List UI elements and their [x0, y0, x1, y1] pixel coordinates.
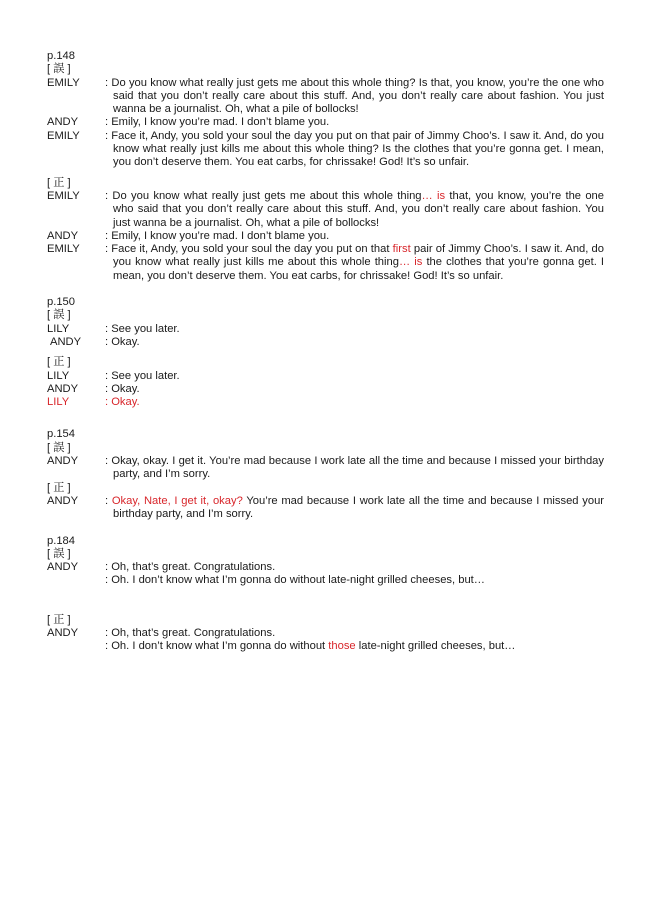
- dialogue-text: [105, 640, 604, 653]
- page-reference: p.154: [47, 428, 75, 441]
- dialogue-text: [105, 130, 604, 170]
- dialogue-fragment: : Face it, Andy, you sold your soul the day you put on that: [105, 243, 393, 256]
- dialogue-line: [47, 336, 604, 349]
- dialogue-fragment: : Do you know what really just gets me about this whole thing: [105, 189, 422, 202]
- speaker-name: EMILY: [47, 129, 80, 142]
- correct-label: [ 正 ]: [47, 356, 71, 369]
- speaker-name: ANDY: [47, 626, 79, 639]
- speaker-name: EMILY: [47, 76, 80, 89]
- wrong-label: [ 誤 ]: [47, 441, 71, 454]
- correct-dialogue: [47, 370, 604, 410]
- page-reference: p.148: [47, 50, 75, 62]
- wrong-dialogue: [47, 77, 604, 170]
- correct-label: [ 正 ]: [47, 613, 71, 626]
- dialogue-fragment: : Okay.: [105, 335, 140, 348]
- dialogue-text: [105, 230, 604, 243]
- dialogue-line: [47, 190, 604, 230]
- dialogue-fragment: : See you later.: [105, 369, 180, 382]
- wrong-label: [ 誤 ]: [47, 547, 71, 560]
- speaker-name: ANDY: [47, 116, 79, 129]
- dialogue-text: [105, 627, 604, 640]
- correction-text: those: [328, 640, 356, 653]
- wrong-dialogue: [47, 323, 604, 350]
- dialogue-fragment: the clothes that you’re gonna get. I mean, you don’t deserve them. You eat carbs, for chrissake! God! It’s so unfair.: [113, 256, 605, 282]
- dialogue-text: [105, 561, 604, 574]
- speaker-name: LILY: [47, 396, 70, 409]
- speaker-name: ANDY: [47, 382, 79, 395]
- errata-page: [47, 50, 604, 667]
- dialogue-line: [47, 243, 604, 283]
- dialogue-fragment: pair of Jimmy Choo’s. I saw it. And, do you know what really just kills me about this whole thing: [113, 243, 605, 269]
- speaker-name: LILY: [47, 369, 70, 382]
- wrong-dialogue: [47, 455, 604, 482]
- correction-text: Okay, Nate, I get it, okay?: [111, 494, 243, 507]
- dialogue-text: [105, 116, 604, 129]
- dialogue-text: [105, 495, 604, 522]
- dialogue-line: [47, 370, 604, 383]
- speaker-name: [47, 640, 105, 653]
- dialogue-line: [47, 130, 604, 170]
- dialogue-fragment: : Oh. I don’t know what I’m gonna do without late-night grilled cheeses, but…: [105, 574, 485, 587]
- correction-text: … is: [398, 256, 423, 269]
- dialogue-fragment: : Emily, I know you’re mad. I don’t blame you.: [105, 116, 330, 129]
- dialogue-line: [47, 323, 604, 336]
- dialogue-fragment: :: [105, 494, 112, 507]
- correction-text: first: [392, 243, 411, 256]
- dialogue-line: [47, 574, 604, 587]
- dialogue-fragment: : Emily, I know you’re mad. I don’t blame you.: [105, 229, 330, 242]
- dialogue-fragment: : Do you know what really just gets me about this whole thing? Is that, you know, you’re the one who said that you don’t really care about this stuff. And, you don’t really care about fashion. You just wanna be a journalist. Oh, what a pile of bollocks!: [105, 76, 604, 116]
- dialogue-line: [47, 640, 604, 653]
- dialogue-fragment: : Okay, okay. I get it. You’re mad because I work late all the time and because I missed your birthday party, and I’m sorry.: [105, 455, 604, 481]
- dialogue-text: [105, 77, 604, 117]
- dialogue-text: [105, 243, 604, 283]
- dialogue-fragment: : Oh, that’s great. Congratulations.: [105, 561, 276, 574]
- dialogue-fragment: : Okay.: [105, 382, 140, 395]
- dialogue-fragment: You’re mad because I work late all the time and because I missed your birthday party, and I’m sorry.: [113, 494, 605, 521]
- dialogue-line: [47, 116, 604, 129]
- dialogue-line: [47, 383, 604, 396]
- dialogue-text: [105, 574, 604, 587]
- dialogue-text: [105, 455, 604, 482]
- speaker-name: [47, 574, 105, 587]
- correct-dialogue: [47, 627, 604, 654]
- dialogue-line: [47, 455, 604, 482]
- dialogue-fragment: : Face it, Andy, you sold your soul the day you put on that pair of Jimmy Choo’s. I saw it. And, do you know what really just kills me about this whole thing? Is the clothes that you’re gonna get. I mean, you don’t deserve them. You eat carbs, for chrissake! God! It’s so unfair.: [105, 129, 604, 169]
- correction-text: : Okay.: [105, 396, 140, 409]
- correction-text: … is: [421, 189, 446, 202]
- section-p150: [47, 296, 604, 409]
- wrong-label: [ 誤 ]: [47, 63, 71, 76]
- dialogue-line: [47, 230, 604, 243]
- speaker-name: ANDY: [47, 229, 79, 242]
- dialogue-line: [47, 495, 604, 522]
- speaker-name: ANDY: [47, 561, 79, 574]
- correct-dialogue: [47, 495, 604, 522]
- speaker-name: EMILY: [47, 243, 80, 256]
- correct-label: [ 正 ]: [47, 481, 71, 494]
- dialogue-text: [105, 396, 604, 409]
- speaker-name: ANDY: [50, 335, 82, 348]
- dialogue-fragment: late-night grilled cheeses, but…: [355, 640, 516, 653]
- dialogue-text: [105, 370, 604, 383]
- dialogue-fragment: that, you know, you’re the one who said that you don’t really care about this stuff. And, you don’t really care about fashion. You just wanna be a journalist. Oh, what a pile of bollocks!: [113, 189, 604, 229]
- dialogue-fragment: : Oh, that’s great. Congratulations.: [105, 626, 276, 639]
- speaker-name: EMILY: [47, 189, 80, 202]
- correct-dialogue: [47, 190, 604, 283]
- dialogue-text: [105, 383, 604, 396]
- page-reference: p.150: [47, 296, 75, 309]
- dialogue-line: [47, 77, 604, 117]
- dialogue-text: [105, 323, 604, 336]
- dialogue-line: [47, 627, 604, 640]
- section-p148: [47, 50, 604, 283]
- wrong-label: [ 誤 ]: [47, 309, 71, 322]
- page-reference: p.184: [47, 534, 75, 547]
- dialogue-line: [47, 396, 604, 409]
- dialogue-text: [105, 336, 604, 349]
- speaker-name: LILY: [47, 322, 70, 335]
- dialogue-line: [47, 561, 604, 574]
- speaker-name: ANDY: [47, 455, 79, 468]
- speaker-name: ANDY: [47, 494, 79, 507]
- dialogue-text: [105, 190, 604, 230]
- correct-label: [ 正 ]: [47, 176, 71, 189]
- wrong-dialogue: [47, 561, 604, 588]
- section-p184: [47, 535, 604, 654]
- section-p154: [47, 428, 604, 521]
- dialogue-fragment: : See you later.: [105, 322, 180, 335]
- dialogue-fragment: : Oh. I don’t know what I’m gonna do without: [105, 640, 329, 653]
